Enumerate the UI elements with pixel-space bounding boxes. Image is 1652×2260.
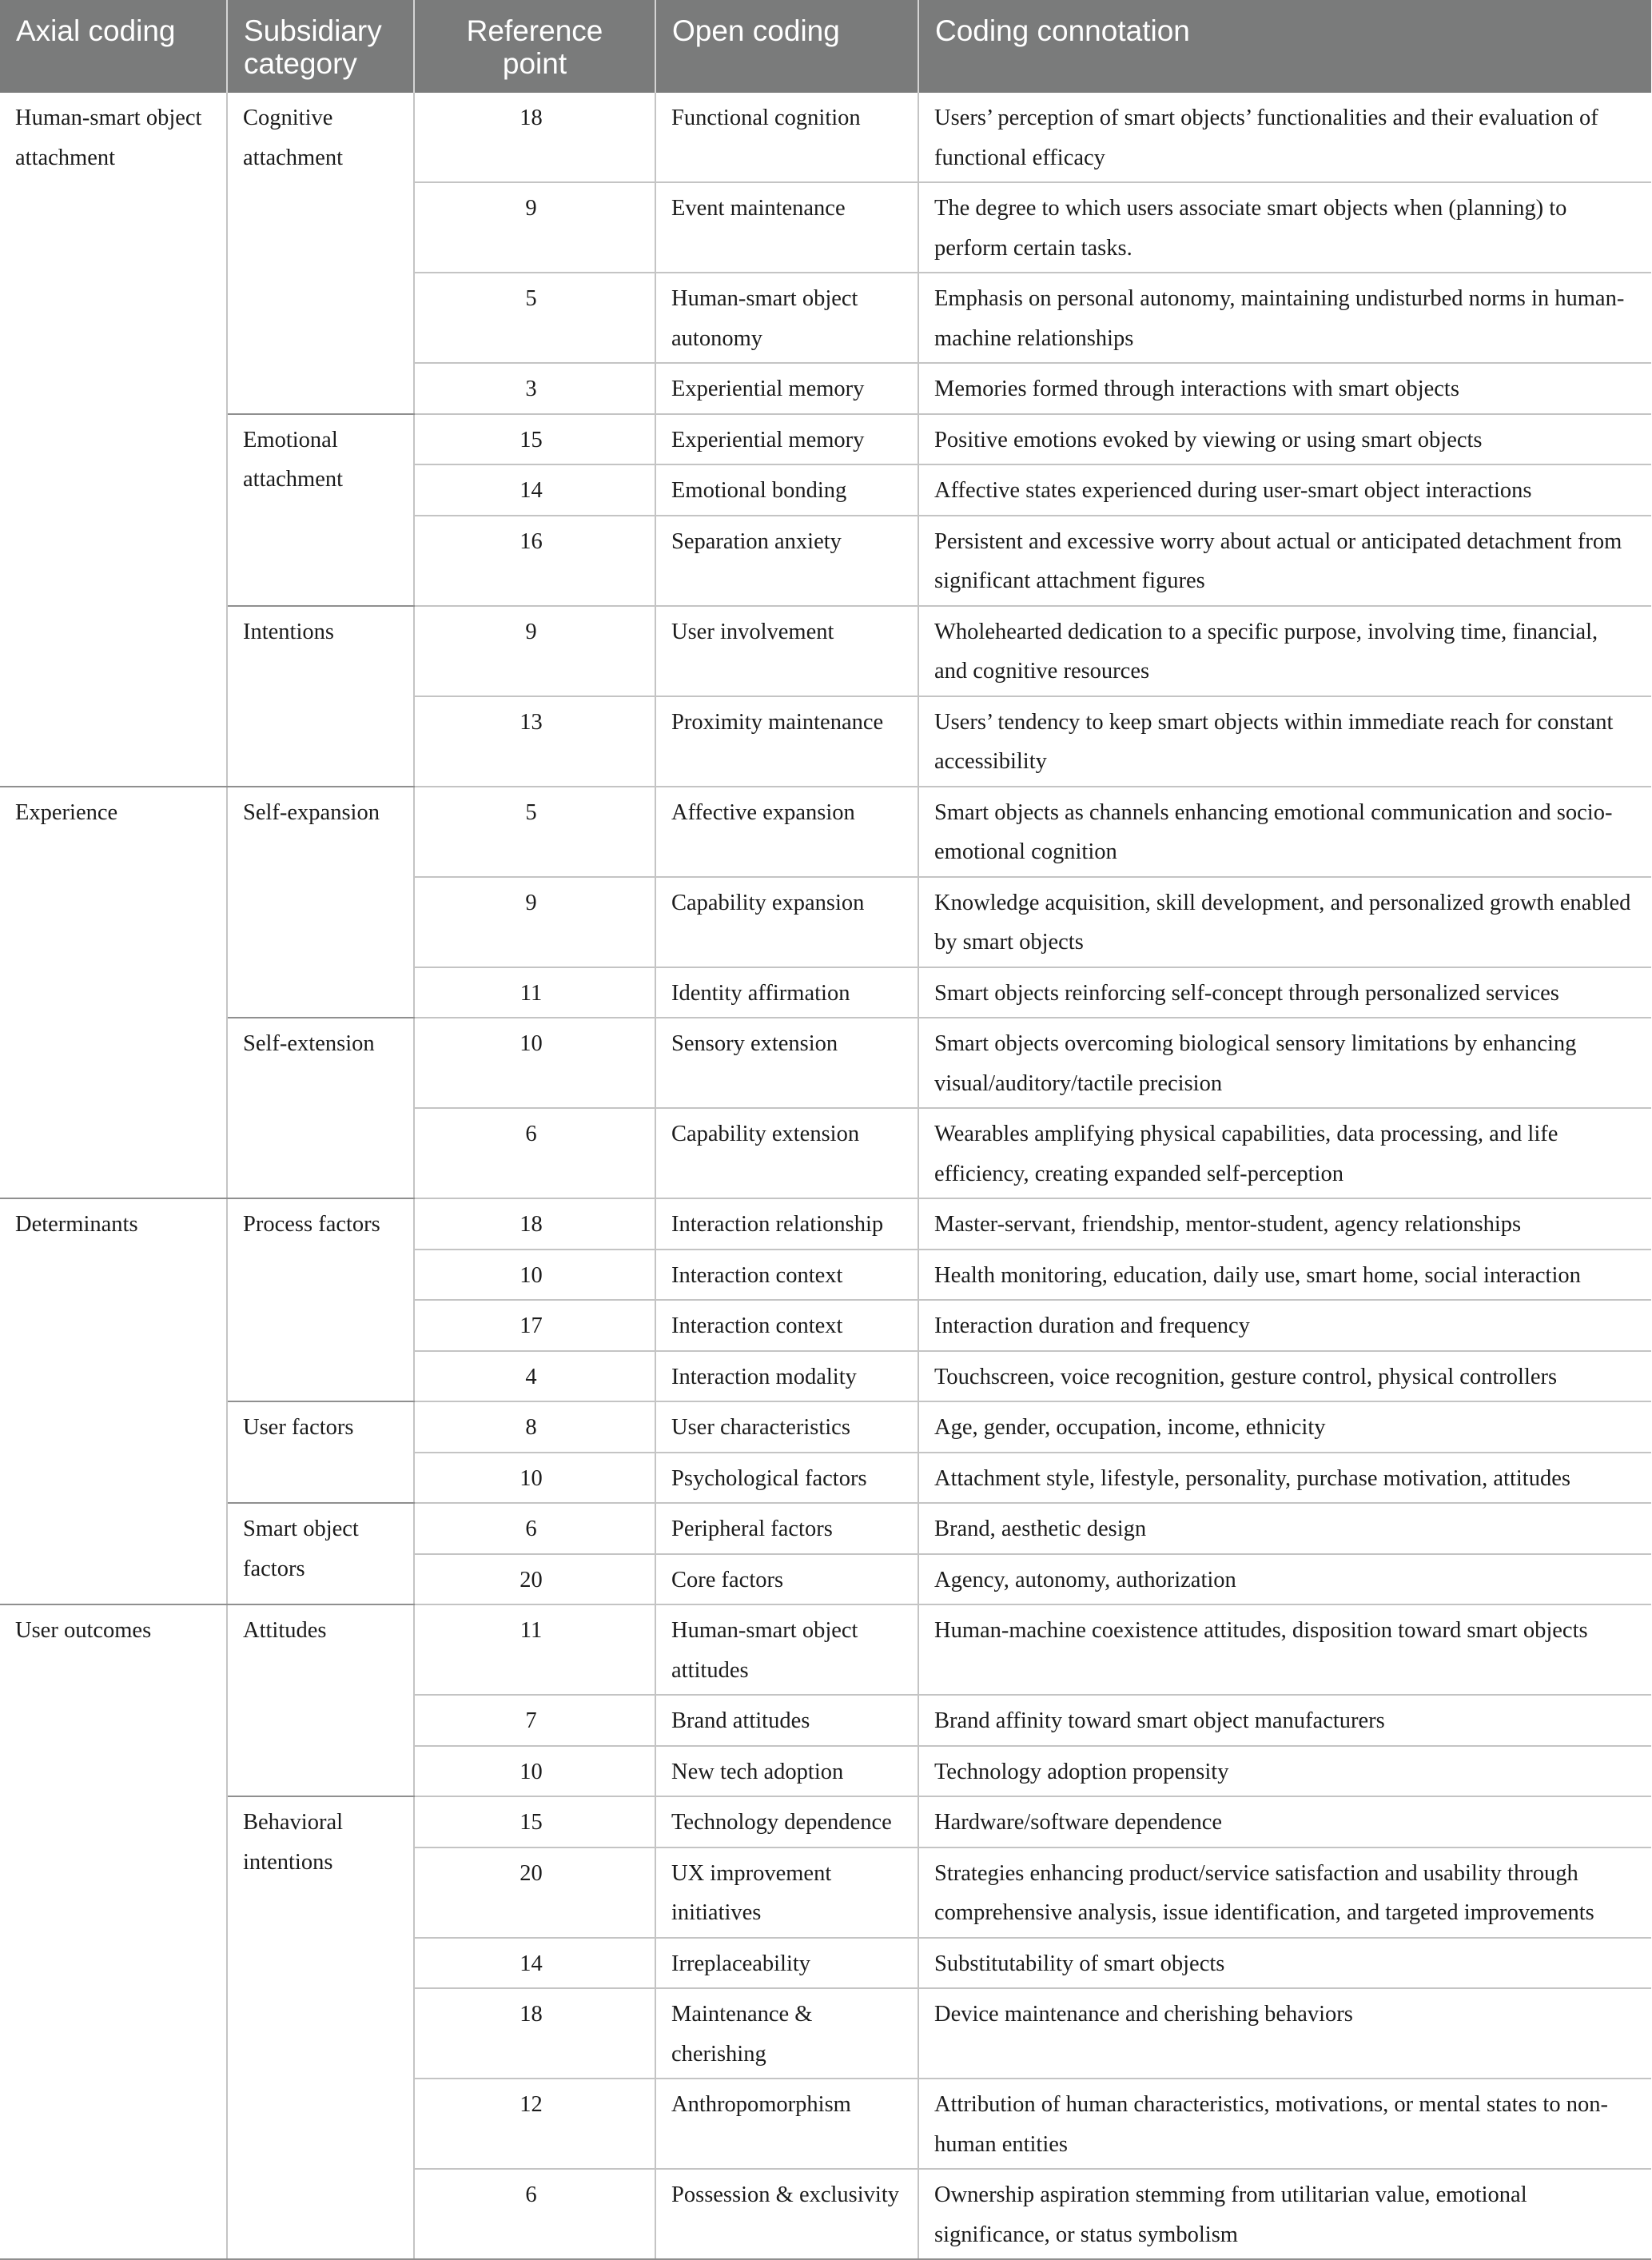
open-coding-cell: Identity affirmation bbox=[655, 967, 918, 1018]
coding-connotation-cell: Smart objects reinforcing self-concept through personalized services bbox=[918, 967, 1651, 1018]
open-coding-cell: Capability expansion bbox=[655, 877, 918, 967]
open-coding-cell: User involvement bbox=[655, 606, 918, 696]
subsidiary-category-cell: Emotional attachment bbox=[227, 414, 414, 606]
reference-point-cell: 7 bbox=[414, 1695, 655, 1746]
open-coding-cell: Anthropomorphism bbox=[655, 2079, 918, 2169]
coding-connotation-cell: Master-servant, friendship, mentor-student, agency relationships bbox=[918, 1198, 1651, 1250]
coding-connotation-cell: Strategies enhancing product/service satisfaction and usability through comprehensive analysis, issue identification, and targeted improvements bbox=[918, 1847, 1651, 1938]
reference-point-cell: 15 bbox=[414, 1796, 655, 1847]
open-coding-cell: Interaction context bbox=[655, 1300, 918, 1351]
table-row bbox=[0, 606, 1651, 696]
header-subsidiary-category: Subsidiary category bbox=[227, 0, 414, 93]
open-coding-cell: Emotional bonding bbox=[655, 464, 918, 516]
reference-point-cell: 5 bbox=[414, 273, 655, 363]
subsidiary-category-cell: Intentions bbox=[227, 606, 414, 787]
reference-point-cell: 6 bbox=[414, 1108, 655, 1198]
coding-connotation-cell: Device maintenance and cherishing behaviors bbox=[918, 1988, 1651, 2079]
coding-connotation-cell: Wearables amplifying physical capabilities, data processing, and life efficiency, creating expanded self-perception bbox=[918, 1108, 1651, 1198]
coding-connotation-cell: Brand, aesthetic design bbox=[918, 1503, 1651, 1554]
reference-point-cell: 8 bbox=[414, 1401, 655, 1453]
table-row bbox=[0, 1018, 1651, 1108]
reference-point-cell: 6 bbox=[414, 1503, 655, 1554]
table-row bbox=[0, 93, 1651, 182]
reference-point-cell: 14 bbox=[414, 464, 655, 516]
reference-point-cell: 20 bbox=[414, 1847, 655, 1938]
reference-point-cell: 4 bbox=[414, 1351, 655, 1402]
axial-coding-cell: Human-smart object attachment bbox=[0, 93, 227, 787]
table-row bbox=[0, 1198, 1651, 1250]
open-coding-cell: Peripheral factors bbox=[655, 1503, 918, 1554]
table-row bbox=[0, 1796, 1651, 1847]
reference-point-cell: 14 bbox=[414, 1938, 655, 1989]
table-header bbox=[0, 0, 1651, 93]
coding-connotation-cell: Agency, autonomy, authorization bbox=[918, 1554, 1651, 1605]
header-axial-coding: Axial coding bbox=[0, 0, 227, 93]
reference-point-cell: 9 bbox=[414, 877, 655, 967]
coding-connotation-cell: Knowledge acquisition, skill development, and personalized growth enabled by smart objects bbox=[918, 877, 1651, 967]
coding-connotation-cell: Attachment style, lifestyle, personality, purchase motivation, attitudes bbox=[918, 1453, 1651, 1504]
reference-point-cell: 9 bbox=[414, 606, 655, 696]
open-coding-cell: User characteristics bbox=[655, 1401, 918, 1453]
table-row bbox=[0, 414, 1651, 465]
axial-coding-cell: Determinants bbox=[0, 1198, 227, 1604]
coding-connotation-cell: Positive emotions evoked by viewing or using smart objects bbox=[918, 414, 1651, 465]
open-coding-cell: Technology dependence bbox=[655, 1796, 918, 1847]
coding-connotation-cell: Health monitoring, education, daily use, smart home, social interaction bbox=[918, 1250, 1651, 1301]
subsidiary-category-cell: Attitudes bbox=[227, 1604, 414, 1796]
coding-connotation-cell: Interaction duration and frequency bbox=[918, 1300, 1651, 1351]
coding-connotation-cell: Smart objects overcoming biological sensory limitations by enhancing visual/auditory/tactile precision bbox=[918, 1018, 1651, 1108]
open-coding-cell: Interaction modality bbox=[655, 1351, 918, 1402]
reference-point-cell: 20 bbox=[414, 1554, 655, 1605]
reference-point-cell: 10 bbox=[414, 1453, 655, 1504]
subsidiary-category-cell: Process factors bbox=[227, 1198, 414, 1401]
reference-point-cell: 18 bbox=[414, 1988, 655, 2079]
header-coding-connotation: Coding connotation bbox=[918, 0, 1651, 93]
coding-connotation-cell: Users’ tendency to keep smart objects within immediate reach for constant accessibility bbox=[918, 696, 1651, 787]
open-coding-cell: Human-smart object attitudes bbox=[655, 1604, 918, 1695]
reference-point-cell: 3 bbox=[414, 363, 655, 414]
subsidiary-category-cell: Cognitive attachment bbox=[227, 93, 414, 414]
coding-connotation-cell: Human-machine coexistence attitudes, disposition toward smart objects bbox=[918, 1604, 1651, 1695]
open-coding-cell: Interaction relationship bbox=[655, 1198, 918, 1250]
coding-connotation-cell: Touchscreen, voice recognition, gesture control, physical controllers bbox=[918, 1351, 1651, 1402]
coding-connotation-cell: Technology adoption propensity bbox=[918, 1746, 1651, 1797]
axial-coding-cell: Experience bbox=[0, 787, 227, 1199]
subsidiary-category-cell: Self-extension bbox=[227, 1018, 414, 1198]
coding-connotation-cell: Substitutability of smart objects bbox=[918, 1938, 1651, 1989]
open-coding-cell: UX improvement initiatives bbox=[655, 1847, 918, 1938]
open-coding-cell: Human-smart object autonomy bbox=[655, 273, 918, 363]
coding-connotation-cell: The degree to which users associate smart objects when (planning) to perform certain tasks. bbox=[918, 182, 1651, 273]
reference-point-cell: 18 bbox=[414, 93, 655, 182]
header-open-coding: Open coding bbox=[655, 0, 918, 93]
coding-connotation-cell: Age, gender, occupation, income, ethnicity bbox=[918, 1401, 1651, 1453]
coding-connotation-cell: Smart objects as channels enhancing emotional communication and socio-emotional cognition bbox=[918, 787, 1651, 877]
open-coding-cell: Maintenance & cherishing bbox=[655, 1988, 918, 2079]
reference-point-cell: 9 bbox=[414, 182, 655, 273]
table-row bbox=[0, 1401, 1651, 1453]
subsidiary-category-cell: User factors bbox=[227, 1401, 414, 1503]
coding-connotation-cell: Memories formed through interactions with smart objects bbox=[918, 363, 1651, 414]
table-row bbox=[0, 1604, 1651, 1695]
open-coding-cell: Sensory extension bbox=[655, 1018, 918, 1108]
coding-connotation-cell: Users’ perception of smart objects’ functionalities and their evaluation of functional efficacy bbox=[918, 93, 1651, 182]
table-row bbox=[0, 787, 1651, 877]
reference-point-cell: 17 bbox=[414, 1300, 655, 1351]
subsidiary-category-cell: Behavioral intentions bbox=[227, 1796, 414, 2259]
open-coding-cell: Experiential memory bbox=[655, 363, 918, 414]
open-coding-cell: Separation anxiety bbox=[655, 516, 918, 606]
reference-point-cell: 12 bbox=[414, 2079, 655, 2169]
header-row bbox=[0, 0, 1651, 93]
reference-point-cell: 15 bbox=[414, 414, 655, 465]
open-coding-cell: Irreplaceability bbox=[655, 1938, 918, 1989]
open-coding-cell: New tech adoption bbox=[655, 1746, 918, 1797]
table-body bbox=[0, 93, 1651, 2259]
reference-point-cell: 10 bbox=[414, 1746, 655, 1797]
open-coding-cell: Psychological factors bbox=[655, 1453, 918, 1504]
reference-point-cell: 18 bbox=[414, 1198, 655, 1250]
coding-connotation-cell: Wholehearted dedication to a specific purpose, involving time, financial, and cognitive resources bbox=[918, 606, 1651, 696]
subsidiary-category-cell: Smart object factors bbox=[227, 1503, 414, 1604]
open-coding-cell: Experiential memory bbox=[655, 414, 918, 465]
open-coding-cell: Brand attitudes bbox=[655, 1695, 918, 1746]
open-coding-cell: Event maintenance bbox=[655, 182, 918, 273]
reference-point-cell: 11 bbox=[414, 1604, 655, 1695]
reference-point-cell: 16 bbox=[414, 516, 655, 606]
open-coding-cell: Capability extension bbox=[655, 1108, 918, 1198]
header-reference-point: Reference point bbox=[414, 0, 655, 93]
subsidiary-category-cell: Self-expansion bbox=[227, 787, 414, 1018]
coding-connotation-cell: Brand affinity toward smart object manufacturers bbox=[918, 1695, 1651, 1746]
reference-point-cell: 10 bbox=[414, 1250, 655, 1301]
coding-connotation-cell: Ownership aspiration stemming from utilitarian value, emotional significance, or status symbolism bbox=[918, 2169, 1651, 2259]
coding-connotation-cell: Emphasis on personal autonomy, maintaining undisturbed norms in human-machine relationships bbox=[918, 273, 1651, 363]
reference-point-cell: 13 bbox=[414, 696, 655, 787]
reference-point-cell: 11 bbox=[414, 967, 655, 1018]
coding-connotation-cell: Hardware/software dependence bbox=[918, 1796, 1651, 1847]
reference-point-cell: 6 bbox=[414, 2169, 655, 2259]
open-coding-cell: Core factors bbox=[655, 1554, 918, 1605]
open-coding-cell: Interaction context bbox=[655, 1250, 918, 1301]
axial-coding-cell: User outcomes bbox=[0, 1604, 227, 2259]
reference-point-cell: 5 bbox=[414, 787, 655, 877]
reference-point-cell: 10 bbox=[414, 1018, 655, 1108]
coding-connotation-cell: Persistent and excessive worry about actual or anticipated detachment from significant attachment figures bbox=[918, 516, 1651, 606]
coding-connotation-cell: Attribution of human characteristics, motivations, or mental states to non-human entities bbox=[918, 2079, 1651, 2169]
coding-connotation-cell: Affective states experienced during user-smart object interactions bbox=[918, 464, 1651, 516]
open-coding-cell: Proximity maintenance bbox=[655, 696, 918, 787]
open-coding-cell: Affective expansion bbox=[655, 787, 918, 877]
open-coding-cell: Functional cognition bbox=[655, 93, 918, 182]
open-coding-cell: Possession & exclusivity bbox=[655, 2169, 918, 2259]
table-row bbox=[0, 1503, 1651, 1554]
